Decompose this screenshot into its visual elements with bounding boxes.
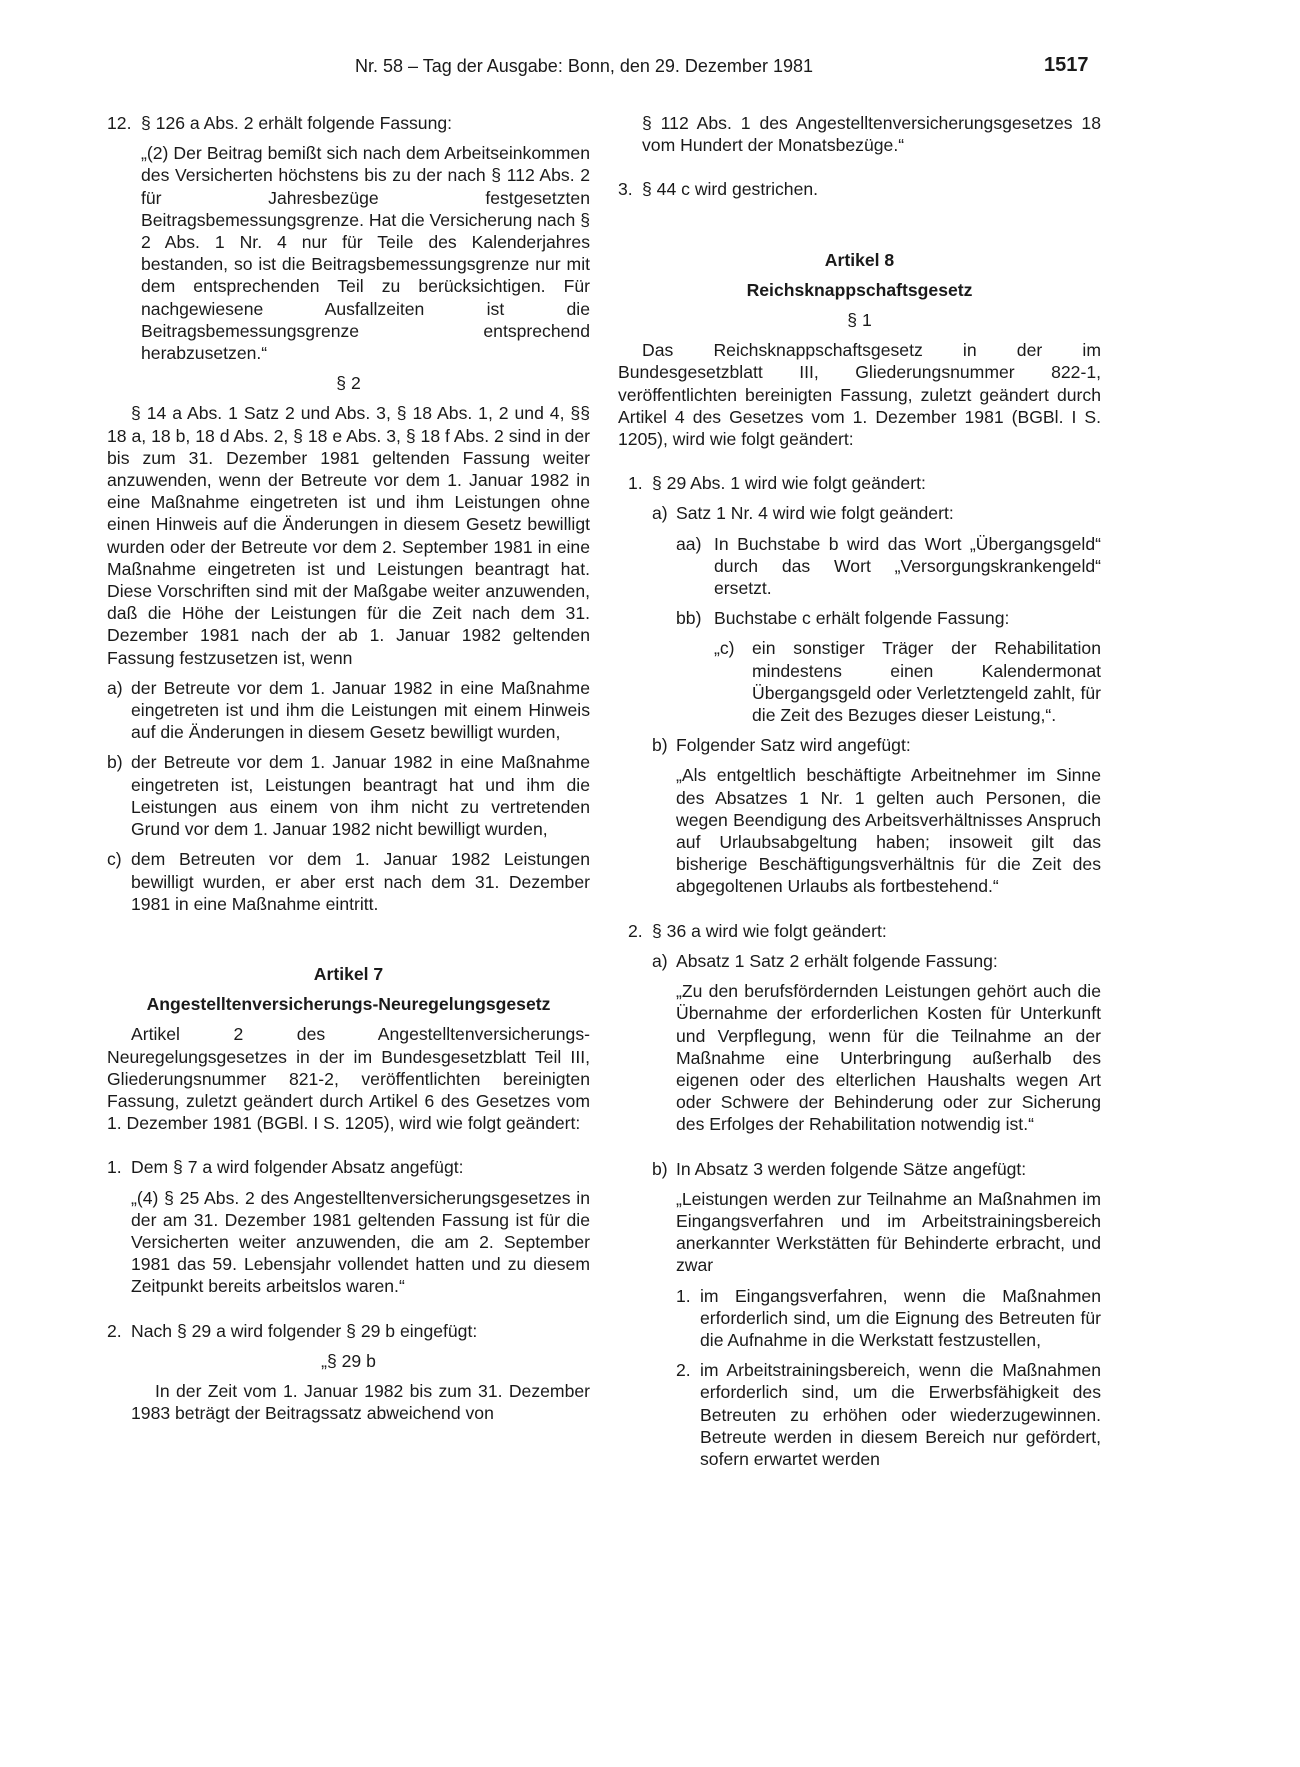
page-number: 1517 — [1044, 54, 1089, 76]
list-label: 2. — [676, 1360, 691, 1381]
list-label: b) — [652, 735, 668, 756]
quoted-text: „Zu den berufsfördernden Leistungen gehört auch die Übernahme der erforderlichen Kosten für Unterkunft und Verpflegung, wenn für die Teilnahme an der Maßnahme eine Unterbringung außerhalb des eigenen oder des elterlichen Haushalts wegen Art oder Schwere der Behinderung oder zur Sicherung des Erfolges der Rehabilitation notwendig ist.“ — [676, 981, 1101, 1135]
list-label: a) — [652, 503, 668, 524]
list-item-text: der Betreute vor dem 1. Januar 1982 in eine Maßnahme eingetreten ist, Leistungen beantragt hat und ihm die Leistungen aus einem von ihm nicht zu vertretenden Grund vor dem 1. Januar 1982 nicht bewilligt wurden, — [131, 752, 590, 840]
section-heading: § 2 — [336, 373, 361, 394]
list-item-text: der Betreute vor dem 1. Januar 1982 in eine Maßnahme eingetreten ist und ihm die Leistungen mit einem Hinweis auf die Änderungen in diesem Gesetz bewilligt wurden, — [131, 677, 590, 743]
quoted-text: „(2) Der Beitrag bemißt sich nach dem Arbeitseinkommen des Versicherten höchstens bis zu der nach § 112 Abs. 2 für Jahresbezüge festgesetzten Beitragsbemessungsgrenze. Hat die Versicherung nach § 2 Abs. 1 Nr. 4 nur für Teile des Kalenderjahres bestanden, so ist die Beitragsbemessungsgrenze nur mit dem entsprechenden Teil zu berücksichtigen. Für nachgewiesene Ausfallzeiten ist die Beitragsbemessungsgrenze entsprechend herabzusetzen.“ — [141, 143, 590, 364]
list-item-1bb — [676, 607, 1101, 629]
list-item-1aa — [676, 533, 1101, 600]
list-item-text: Folgender Satz wird angefügt: — [676, 735, 911, 756]
list-item-text: Buchstabe c erhält folgende Fassung: — [714, 608, 1010, 629]
list-item-2b-1 — [676, 1285, 1101, 1352]
list-label: a) — [107, 677, 123, 698]
list-label: 1. — [676, 1285, 691, 1306]
list-label: 2. — [628, 920, 643, 941]
list-label: „c) — [714, 638, 735, 659]
list-item-c — [107, 848, 590, 915]
paragraph: § 14 a Abs. 1 Satz 2 und Abs. 3, § 18 Abs. 1, 2 und 4, §§ 18 a, 18 b, 18 d Abs. 2, § 18 e Abs. 3, § 18 f Abs. 2 sind in der bis zum 31. Dezember 1981 geltenden Fassung weiter anzuwenden, wenn der Betreute vor dem 1. Januar 1982 in eine Maßnahme eingetreten ist und ihm Leistungen ohne einen Hinweis auf die Änderungen in diesem Gesetz bewilligt wurden oder der Betreute vor dem 2. September 1981 in eine Maßnahme eingetreten ist und Leistungen beantragt hat. Diese Vorschriften sind mit der Maßgabe weiter anzuwenden, daß die Höhe der Leistungen für die Zeit nach dem 31. Dezember 1981 nach der ab 1. Januar 1982 geltenden Fassung festzusetzen ist, wenn — [107, 403, 590, 668]
list-item-text: § 29 Abs. 1 wird wie folgt geändert: — [652, 473, 926, 494]
right-column — [618, 112, 1101, 1470]
list-item-a — [107, 677, 590, 744]
list-item-text: § 36 a wird wie folgt geändert: — [652, 920, 887, 941]
list-item-text: Absatz 1 Satz 2 erhält folgende Fassung: — [676, 950, 998, 971]
list-item-text: Dem § 7 a wird folgender Absatz angefügt: — [131, 1157, 464, 1178]
list-item-text: In Buchstabe b wird das Wort „Übergangsgeld“ durch das Wort „Versorgungskrankengeld“ ersetzt. — [714, 533, 1101, 599]
list-item-1a — [652, 502, 1101, 524]
list-label: aa) — [676, 533, 702, 554]
section-heading: „§ 29 b — [321, 1350, 376, 1371]
list-label: b) — [107, 752, 123, 773]
list-item-text: In Absatz 3 werden folgende Sätze angefügt: — [676, 1158, 1027, 1179]
list-item-1 — [107, 1156, 590, 1178]
list-label: 12. — [107, 113, 132, 133]
quoted-text: „Als entgeltlich beschäftigte Arbeitnehmer im Sinne des Absatzes 1 Nr. 1 gelten auch Personen, die wegen Beendigung des Arbeitsverhältnisses Anspruch auf Urlaubsabgeltung haben; insoweit gilt das bisherige Beschäftigungsverhältnis für die Zeit des abgegoltenen Urlaubs als fortbestehend.“ — [676, 765, 1101, 897]
quoted-text: ein sonstiger Träger der Rehabilitation mindestens einen Kalendermonat Übergangsgeld oder Verletztengeld zahlt, für die Zeit des Bezuges dieser Leistung,“. — [752, 638, 1101, 726]
paragraph: In der Zeit vom 1. Januar 1982 bis zum 31. Dezember 1983 beträgt der Beitragssatz abweichend von — [131, 1380, 590, 1424]
list-item-text: im Eingangsverfahren, wenn die Maßnahmen erforderlich sind, um die Eignung des Betreuten für die Aufnahme in die Werkstatt festzustellen, — [700, 1285, 1101, 1350]
list-label: a) — [652, 950, 668, 971]
list-item-12 — [107, 112, 590, 134]
list-item-2 — [618, 920, 1101, 942]
list-label: 3. — [618, 179, 633, 200]
page-header — [0, 56, 1300, 86]
list-label: b) — [652, 1158, 668, 1179]
list-item-text: § 44 c wird gestrichen. — [642, 179, 819, 200]
list-label: 1. — [107, 1157, 122, 1178]
list-item-3 — [618, 178, 1101, 200]
article-heading: Artikel 8 — [824, 249, 895, 270]
quoted-text: „Leistungen werden zur Teilnahme an Maßnahmen im Eingangsverfahren und im Arbeitstrainingsbereich anerkannter Werkstätten für Behinderte erbracht, und zwar — [676, 1188, 1101, 1276]
list-item-text: § 126 a Abs. 2 erhält folgende Fassung: — [141, 113, 453, 133]
paragraph: Das Reichsknappschaftsgesetz in der im Bundesgesetzblatt III, Gliederungsnummer 822-1, veröffentlichten bereinigten Fassung, zuletzt geändert durch Artikel 4 des Gesetzes vom 1. Dezember 1981 (BGBl. I S. 1205), wird wie folgt geändert: — [618, 340, 1101, 450]
paragraph-continuation: § 112 Abs. 1 des Angestelltenversicherungsgesetzes 18 vom Hundert der Monatsbezüge.“ — [642, 113, 1101, 156]
list-item-text: dem Betreuten vor dem 1. Januar 1982 Leistungen bewilligt wurden, er aber erst nach dem 31. Dezember 1981 in eine Maßnahme eintritt. — [131, 849, 590, 914]
list-item-1b — [652, 734, 1101, 756]
paragraph: Artikel 2 des Angestelltenversicherungs-Neuregelungsgesetzes in der im Bundesgesetzblatt Teil III, Gliederungsnummer 821-2, veröffentlichten bereinigten Fassung, zuletzt geändert durch Artikel 6 des Gesetzes vom 1. Dezember 1981 (BGBl. I S. 1205), wird wie folgt geändert: — [107, 1024, 590, 1134]
list-item-2a — [652, 950, 1101, 972]
article-title: Reichsknappschaftsgesetz — [746, 279, 973, 300]
quoted-text: „(4) § 25 Abs. 2 des Angestelltenversicherungsgesetzes in der am 31. Dezember 1981 geltenden Fassung ist für die Versicherten weiter anzuwenden, die am 2. September 1981 das 59. Lebensjahr vollendet hatten und zu diesem Zeitpunkt bereits arbeitslos waren.“ — [131, 1187, 590, 1297]
list-item-1 — [618, 472, 1101, 494]
section-heading: § 1 — [847, 310, 872, 331]
list-item-b — [107, 751, 590, 840]
article-heading: Artikel 7 — [313, 963, 384, 984]
list-item-text: im Arbeitstrainingsbereich, wenn die Maßnahmen erforderlich sind, um die Erwerbsfähigkeit des Betreuten zu erhöhen oder wiederzugewinnen. Betreute werden in diesem Bereich nur gefördert, sofern erwartet werden — [700, 1360, 1101, 1469]
left-column — [107, 112, 590, 1424]
list-label: 1. — [628, 473, 643, 494]
list-label: c) — [107, 849, 122, 870]
list-item-text: Satz 1 Nr. 4 wird wie folgt geändert: — [676, 503, 954, 524]
list-item-2b-2 — [676, 1359, 1101, 1470]
article-title: Angestelltenversicherungs-Neuregelungsgesetz — [146, 994, 551, 1015]
list-label: bb) — [676, 608, 702, 629]
quoted-list-item — [714, 637, 1101, 726]
list-item-text: Nach § 29 a wird folgender § 29 b eingefügt: — [131, 1320, 478, 1341]
list-label: 2. — [107, 1320, 122, 1341]
list-item-2b — [652, 1158, 1101, 1180]
list-item-2 — [107, 1320, 590, 1342]
header-title: Nr. 58 – Tag der Ausgabe: Bonn, den 29. Dezember 1981 — [355, 56, 813, 76]
